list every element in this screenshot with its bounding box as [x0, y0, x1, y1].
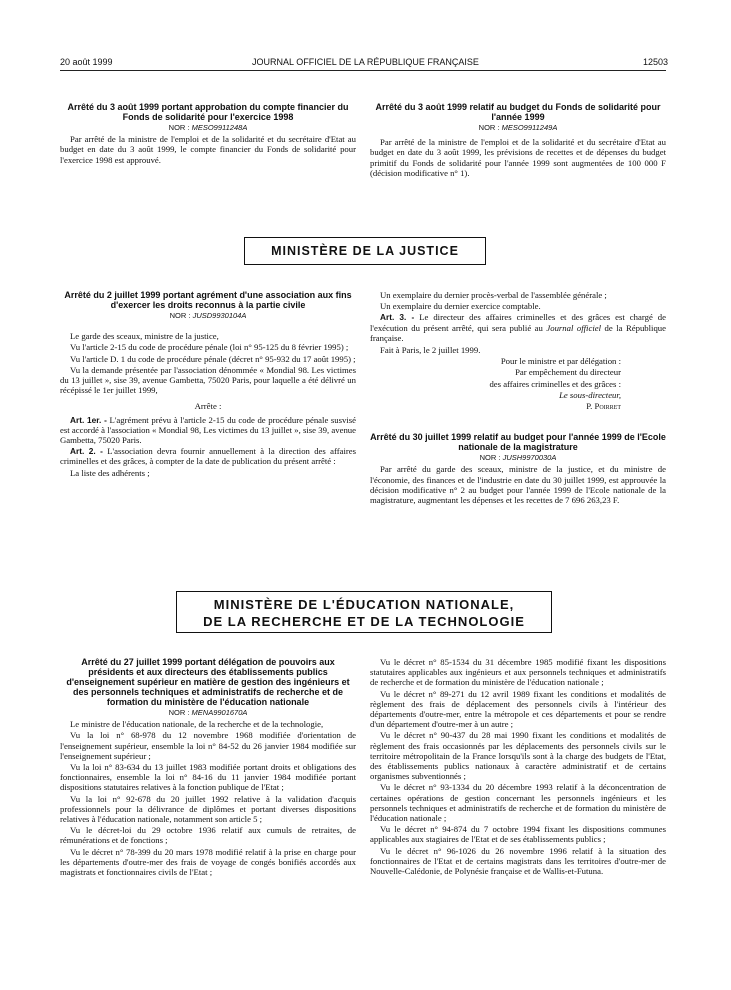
paragraph: Vu la demande présentée par l'association dénommée « Mondial 98. Les victimes du 13 juillet », sise 39, avenue Gambetta, 75020 Paris, pour laquelle a été délivré un récépissé le 1er juillet 1999, — [60, 364, 356, 396]
top-right-article — [370, 102, 666, 179]
paragraph: Vu le décret n° 85-1534 du 31 décembre 1985 modifié fixant les dispositions statutaires applicables aux ingénieurs et aux personnels techniques et administratifs de recherche et de formation du ministère de l'éducation nationale ; — [370, 657, 666, 688]
paragraph: Le ministre de l'éducation nationale, de la recherche et de la technologie, — [70, 719, 324, 730]
justice-right-column — [370, 290, 666, 506]
article-body: Par arrêté de la ministre de l'emploi et de la solidarité et du secrétaire d'Etat au budget en date du 3 août 1999, les prévisions de recettes et de dépenses du budget primitif du Fonds de solidarité pour l'année 1999 sont augmentées de 100 000 F (décision modificative n° 1). — [370, 137, 666, 178]
ministry-education-line2: DE LA RECHERCHE ET DE LA TECHNOLOGIE — [203, 614, 525, 629]
fait-line: Fait à Paris, le 2 juillet 1999. — [380, 345, 481, 356]
ministry-education-heading — [176, 591, 552, 633]
signature-line: des affaires criminelles et des grâces : — [489, 378, 621, 389]
nor-reference: NOR : JUSD9930104A — [169, 311, 247, 320]
article-2: Art. 2. - L'association devra fournir annuellement à la direction des affaires criminelles et des grâces, à compter de la date de publication du présent arrêté : — [60, 446, 357, 467]
ministry-justice-heading: MINISTÈRE DE LA JUSTICE — [244, 237, 486, 265]
header-rule — [60, 70, 666, 71]
header-journal: JOURNAL OFFICIEL DE LA RÉPUBLIQUE FRANÇAISE — [252, 57, 479, 67]
paragraph: Vu le décret n° 96-1026 du 26 novembre 1996 relatif à la situation des fonctionnaires de l'Etat et de certains magistrats dans les territoires d'outre-mer de Nouvelle-Calédonie, de Polynésie française et de Wallis-et-Futuna. — [370, 845, 666, 877]
article-body: Par arrêté de la ministre de l'emploi et de la solidarité et du secrétaire d'Etat au budget en date du 3 août 1999, le compte financier du Fonds de solidarité pour l'exercice 1998 est approuvé. — [60, 134, 356, 165]
paragraph: Vu la loi n° 83-634 du 13 juillet 1983 modifiée portant droits et obligations des fonctionnaires, ensemble la loi n° 84-16 du 11 janvier 1984 modifiée portant dispositions statutaires relatives à la fonction publique de l'Etat ; — [60, 762, 356, 793]
top-left-article — [60, 102, 356, 166]
paragraph: Vu le décret n° 89-271 du 12 avril 1989 fixant les conditions et modalités de règlement des frais de déplacement des personnels civils à l'intérieur des départements d'outre-mer, entre la métropole et ces départements et pour se rendre d'un département d'outre-mer à un autre ; — [370, 688, 666, 730]
ministry-education-line1: MINISTÈRE DE L'ÉDUCATION NATIONALE, — [213, 597, 515, 612]
signature-line: Pour le ministre et par délégation : — [500, 356, 621, 367]
article-title: Arrêté du 27 juillet 1999 portant délégation de pouvoirs aux présidents et aux directeurs des établissements publics d'enseignement supérieur en matière de gestion des ingénieurs et des personnels techniques et administratifs de recherche et de formation du ministère de l'éducation nationale — [66, 657, 350, 707]
paragraph: Vu le décret n° 78-399 du 20 mars 1978 modifié relatif à la prise en charge pour les départements d'outre-mer des frais de voyage de congés bonifiés accordés aux magistrats et fonctionnaires civils de l'Etat ; — [60, 846, 356, 878]
paragraph: Vu le décret n° 90-437 du 28 mai 1990 fixant les conditions et modalités de règlement des frais occasionnés par les déplacements des personnels civils sur le territoire métropolitain de la France lorsqu'ils sont à la charge des budgets de l'Etat, des établissements publics nationaux à caractère administratif et de certains organismes subventionnés ; — [370, 730, 666, 782]
paragraph: La liste des adhérents ; — [70, 467, 150, 478]
header-date: 20 août 1999 — [60, 57, 113, 67]
signatory-name: P. Poirret — [586, 401, 621, 412]
article-title: Arrêté du 30 juillet 1999 relatif au budget pour l'année 1999 de l'Ecole nationale de la magistrature — [370, 432, 666, 453]
paragraph: Le garde des sceaux, ministre de la justice, — [70, 331, 219, 342]
article-title: Arrêté du 3 août 1999 portant approbation du compte financier du Fonds de solidarité pour l'exercice 1998 — [67, 102, 349, 122]
paragraph: Vu le décret n° 93-1334 du 20 décembre 1993 relatif à la déconcentration de certaines opérations de gestion concernant les personnels ingénieurs et les personnels techniques et administratifs de recherche et de formation du ministère de l'éducation nationale ; — [370, 782, 666, 824]
article-1: Art. 1er. - L'agrément prévu à l'article 2-15 du code de procédure pénale susvisé est accordé à l'association « Mondial 98, Les victimes du 13 juillet », sise 39, avenue Gambetta, 75020 Paris. — [60, 414, 357, 446]
justice-left-column — [60, 290, 356, 479]
article-title: Arrêté du 2 juillet 1999 portant agrément d'une association aux fins d'exercer les droits reconnus à la partie civile — [64, 290, 352, 310]
paragraph: Vu le décret n° 94-874 du 7 octobre 1994 fixant les dispositions communes applicables aux stagiaires de l'Etat et de ses établissements publics ; — [370, 824, 666, 845]
header-page-number: 12503 — [642, 57, 668, 67]
paragraph: Un exemplaire du dernier procès-verbal de l'assemblée générale ; — [380, 290, 607, 300]
education-right-column — [370, 657, 666, 877]
article-title: Arrêté du 3 août 1999 relatif au budget du Fonds de solidarité pour l'année 1999 — [375, 102, 661, 122]
education-left-column — [60, 657, 356, 878]
nor-reference: NOR : JUSH9970030A — [479, 453, 557, 463]
paragraph: Vu l'article D. 1 du code de procédure pénale (décret n° 95-932 du 17 août 1995) ; — [70, 353, 356, 364]
paragraph: Vu le décret-loi du 29 octobre 1936 relatif aux cumuls de retraites, de rémunérations et de fonctions ; — [60, 825, 356, 846]
nor-reference: NOR : MENA9901670A — [168, 708, 248, 717]
paragraph: Vu la loi n° 92-678 du 20 juillet 1992 relative à la validation d'acquis professionnels pour la délivrance de diplômes et portant diverses dispositions relatives à l'éducation nationale, notamment son article 5 ; — [60, 793, 356, 825]
signature-title: Le sous-directeur, — [559, 389, 621, 400]
paragraph: Vu la loi n° 68-978 du 12 novembre 1968 modifiée d'orientation de l'enseignement supérieur, ensemble la loi n° 84-52 du 26 janvier 1984 modifiée sur l'enseignement supérieur ; — [60, 730, 356, 761]
article-3: Art. 3. - Le directeur des affaires criminelles et des grâces est chargé de l'exécution du présent arrêté, qui sera publié au Journal officiel de la République française. — [370, 312, 666, 343]
article-body: Par arrêté du garde des sceaux, ministre de la justice, et du ministre de l'économie, des finances et de l'industrie en date du 30 juillet 1999, est approuvée la décision modificative n° 2 au budget pour l'année 1999 de l'Ecole nationale de la magistrature, augmentant les dépenses et les recettes de 7 696 263,23 F. — [370, 464, 666, 506]
nor-reference: NOR : MESO9911249A — [478, 123, 558, 132]
paragraph: Un exemplaire du dernier exercice comptable. — [380, 301, 541, 312]
signature-line: Par empêchement du directeur — [515, 367, 621, 378]
paragraph: Vu l'article 2-15 du code de procédure pénale (loi n° 95-125 du 8 février 1995) ; — [70, 342, 349, 353]
arrete-line: Arrête : — [194, 401, 222, 412]
nor-reference: NOR : MESO9911248A — [168, 123, 248, 132]
